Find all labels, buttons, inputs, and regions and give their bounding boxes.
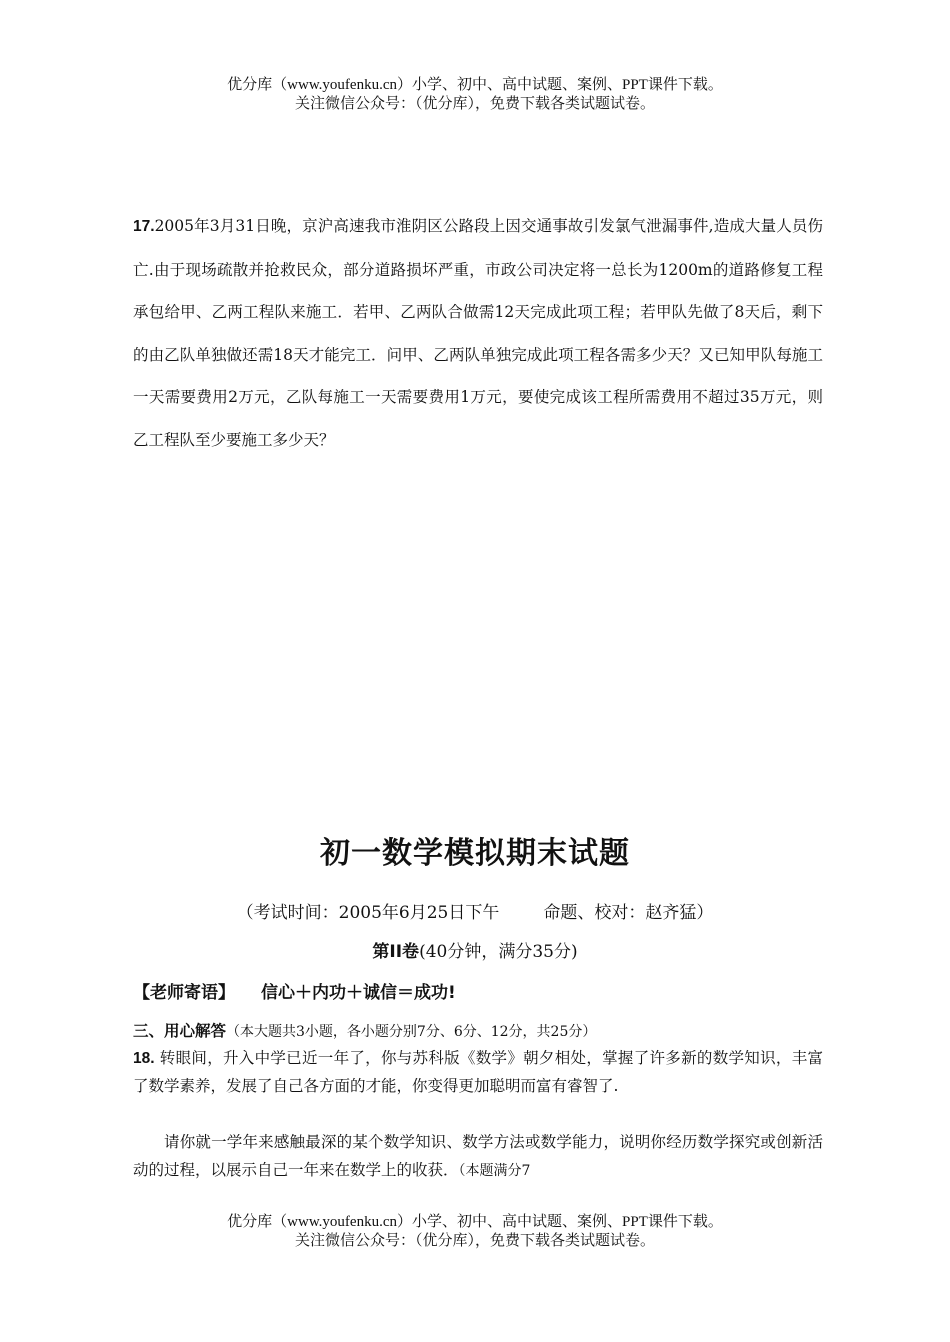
exam-time-info: （考试时间：2005年6月25日下午 <box>236 903 500 923</box>
question-17 <box>133 205 823 461</box>
question-18-paragraph-2 <box>133 1129 823 1184</box>
question-18-score-note: （本题满分7 <box>458 1162 531 1179</box>
question-17-number: 17. <box>133 218 155 235</box>
page-footer <box>0 1213 950 1251</box>
question-18-para-1: 转眼间，升入中学已近一年了，你与苏科版《数学》朝夕相处，掌握了许多新的数学知识，丰富了数学素养，发展了自己各方面的才能，你变得更加聪明而富有睿智了. <box>133 1049 823 1095</box>
question-17-text: 2005年3月31日晚，京沪高速我市淮阴区公路段上因交通事故引发氯气泄漏事件,造成大量人员伤亡.由于现场疏散并抢救民众，部分道路损坏严重，市政公司决定将一总长为1200m的道路修复工程承包给甲、乙两工程队来施工．若甲、乙两队合做需12天完成此项工程；若甲队先做了8天后，剩下的由乙队单独做还需18天才能完工．问甲、乙两队单独完成此项工程各需多少天？又已知甲队每施工一天需要费用2万元，乙队每施工一天需要费用1万元，要使完成该工程所需费用不超过35万元，则乙工程队至少要施工多少天？ <box>133 217 823 449</box>
question-18 <box>133 1045 823 1100</box>
section-3-heading <box>133 1018 833 1046</box>
exam-part <box>0 937 950 967</box>
question-18-number: 18. <box>133 1050 155 1067</box>
part-detail: (40分钟，满分35分) <box>419 942 578 962</box>
motto-text: 信心＋内功＋诚信＝成功! <box>261 983 456 1003</box>
section-3-note: （本大题共3小题，各小题分别7分、6分、12分，共25分） <box>226 1024 597 1040</box>
question-18-para-2: 请你就一学年来感触最深的某个数学知识、数学方法或数学能力，说明你经历数学探究或创新活动的过程，以展示自己一年来在数学上的收获． <box>133 1133 823 1179</box>
footer-line-2: 关注微信公众号：（优分库），免费下载各类试题试卷。 <box>294 1233 655 1249</box>
teacher-motto <box>133 978 833 1008</box>
header-line-1: 优分库（www.youfenku.cn）小学、初中、高中试题、案例、PPT课件下载。 <box>227 77 723 93</box>
header-line-2: 关注微信公众号：（优分库），免费下载各类试题试卷。 <box>294 96 655 112</box>
footer-line-1: 优分库（www.youfenku.cn）小学、初中、高中试题、案例、PPT课件下载。 <box>227 1214 723 1230</box>
exam-info <box>0 898 950 928</box>
exam-author-info: 命题、校对：赵齐猛） <box>543 903 714 923</box>
section-3-title: 三、用心解答 <box>133 1022 227 1040</box>
motto-label: 【老师寄语】 <box>133 983 235 1003</box>
part-label: 第II卷 <box>372 942 420 962</box>
exam-title: 初一数学模拟期末试题 <box>320 836 630 871</box>
page-header <box>0 76 950 114</box>
